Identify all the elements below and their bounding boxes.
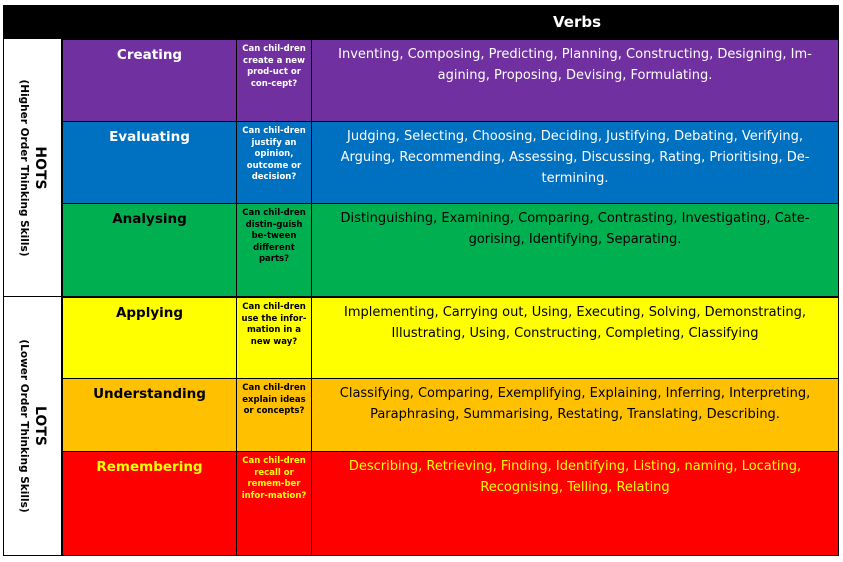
table-row bbox=[62, 121, 839, 204]
level-cell: Evaluating bbox=[63, 122, 237, 203]
verbs-cell: Inventing, Composing, Predicting, Planning, Constructing, Designing, Im-agining, Proposing, Devising, Formulating. bbox=[338, 47, 812, 83]
verbs-table bbox=[3, 5, 839, 556]
lots-full: (Lower Order Thinking Skills) bbox=[17, 339, 30, 513]
level-cell: Understanding bbox=[63, 379, 237, 451]
lots-group-label bbox=[3, 297, 62, 556]
table-row bbox=[62, 39, 839, 122]
verbs-cell: Implementing, Carrying out, Using, Executing, Solving, Demonstrating, Illustrating, Using, Constructing, Completing, Classifying bbox=[344, 305, 806, 341]
question-cell: Can chil-dren justify an opinion, outcome or decision? bbox=[237, 122, 312, 203]
verbs-cell: Classifying, Comparing, Exemplifying, Explaining, Inferring, Interpreting, Paraphrasing, Summarising, Restating, Translating, Describing. bbox=[339, 386, 811, 422]
question-cell: Can chil-dren create a new prod-uct or con-cept? bbox=[237, 40, 312, 121]
table-header bbox=[3, 5, 839, 39]
level-cell: Analysing bbox=[63, 204, 237, 296]
level-cell: Applying bbox=[63, 298, 237, 378]
table-row bbox=[62, 378, 839, 452]
verbs-cell: Describing, Retrieving, Finding, Identifying, Listing, naming, Locating, Recognising, Telling, Relating bbox=[348, 459, 802, 495]
question-cell: Can chil-dren distin-guish be-tween different parts? bbox=[237, 204, 312, 296]
verbs-cell: Judging, Selecting, Choosing, Deciding, Justifying, Debating, Verifying, Arguing, Recommending, Assessing, Discussing, Rating, Prioritising, De-termining. bbox=[340, 129, 810, 186]
lots-abbr: LOTS bbox=[31, 406, 48, 446]
question-cell: Can chil-dren explain ideas or concepts? bbox=[237, 379, 312, 451]
verbs-header-title: Verbs bbox=[552, 13, 602, 31]
level-cell: Creating bbox=[63, 40, 237, 121]
hots-abbr: HOTS bbox=[31, 145, 48, 190]
table-row bbox=[62, 203, 839, 297]
question-cell: Can chil-dren use the infor-mation in a new way? bbox=[237, 298, 312, 378]
level-cell: Remembering bbox=[63, 452, 237, 555]
hots-full: (Higher Order Thinking Skills) bbox=[17, 78, 30, 257]
verbs-cell: Distinguishing, Examining, Comparing, Contrasting, Investigating, Cate-gorising, Identifying, Separating. bbox=[340, 211, 810, 247]
table-row bbox=[62, 297, 839, 379]
hots-group-label bbox=[3, 39, 62, 297]
table-row bbox=[62, 451, 839, 556]
question-cell: Can chil-dren recall or remem-ber infor-mation? bbox=[237, 452, 312, 555]
